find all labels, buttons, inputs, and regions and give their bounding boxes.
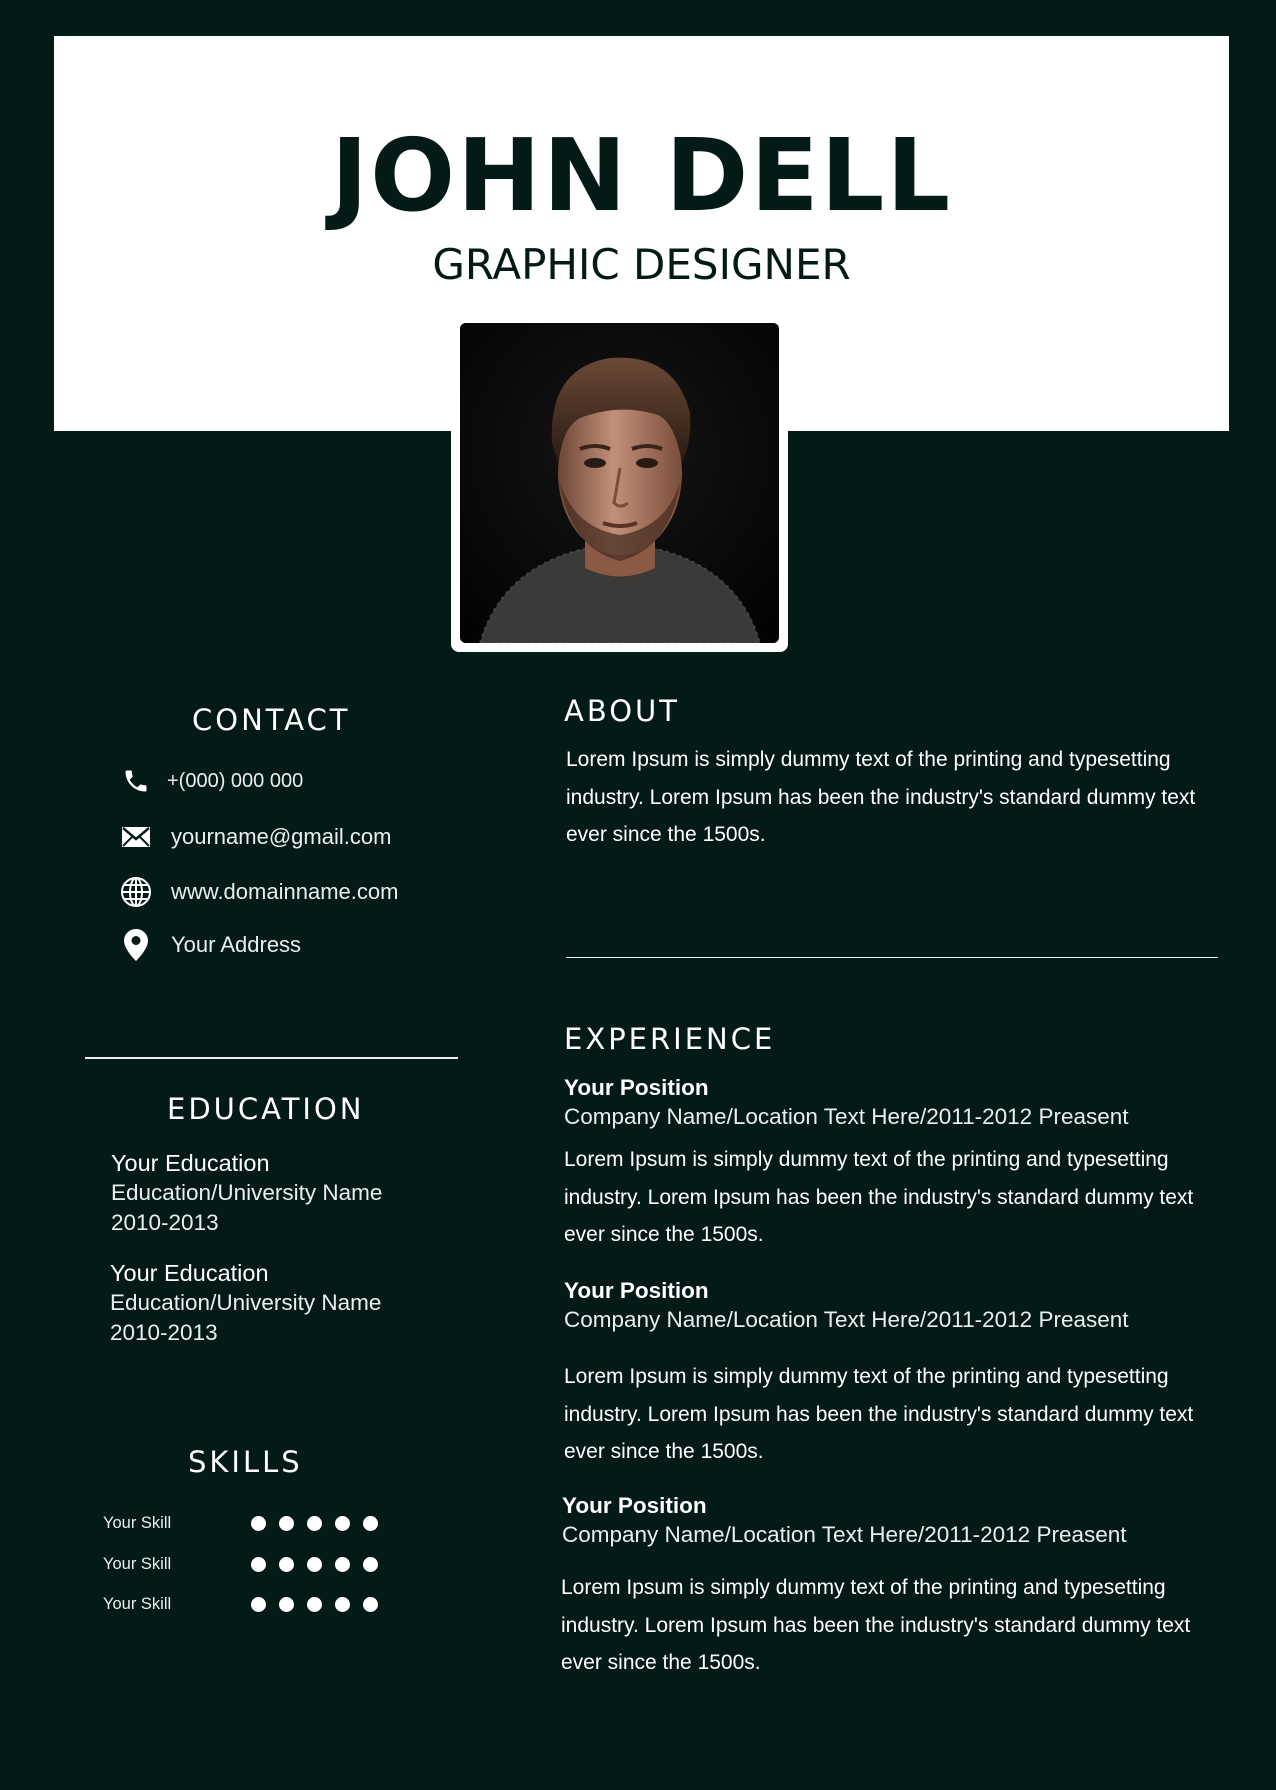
skill-rating — [251, 1516, 378, 1531]
experience-description: Lorem Ipsum is simply dummy text of the printing and typesetting industry. Lorem Ipsum has been the industry's standard dummy text ever since the 1500s. — [561, 1576, 1191, 1674]
rating-dot — [251, 1557, 266, 1572]
rating-dot — [307, 1597, 322, 1612]
skill-row — [103, 1514, 378, 1533]
contact-phone[interactable]: +(000) 000 000 — [167, 769, 304, 792]
education-school: Education/University Name — [110, 1290, 382, 1315]
resume-name: JOHN DELL — [330, 117, 953, 234]
skill-rating — [251, 1557, 378, 1572]
about-heading: ABOUT — [564, 694, 680, 728]
contact-heading: CONTACT — [192, 703, 351, 737]
education-school: Education/University Name — [111, 1180, 383, 1205]
education-years: 2010-2013 — [110, 1320, 218, 1345]
rating-dot — [363, 1516, 378, 1531]
experience-company: Company Name/Location Text Here/2011-2012 Preasent — [564, 1104, 1129, 1129]
location-pin-icon — [119, 928, 153, 962]
profile-photo-frame — [451, 321, 788, 652]
globe-icon — [119, 875, 153, 909]
experience-description: Lorem Ipsum is simply dummy text of the printing and typesetting industry. Lorem Ipsum has been the industry's standard dummy text ever since the 1500s. — [564, 1365, 1194, 1463]
contact-website-row — [119, 875, 398, 909]
contact-phone-row — [119, 764, 303, 798]
experience-description: Lorem Ipsum is simply dummy text of the printing and typesetting industry. Lorem Ipsum has been the industry's standard dummy text ever since the 1500s. — [564, 1148, 1194, 1246]
rating-dot — [335, 1597, 350, 1612]
skill-row — [103, 1595, 378, 1614]
skill-label: Your Skill — [103, 1514, 172, 1532]
skill-rating — [251, 1597, 378, 1612]
left-divider — [85, 1057, 458, 1059]
right-divider — [566, 957, 1218, 958]
skills-heading: SKILLS — [188, 1445, 303, 1479]
experience-heading: EXPERIENCE — [564, 1022, 776, 1056]
education-item — [110, 1258, 381, 1348]
about-text: Lorem Ipsum is simply dummy text of the printing and typesetting industry. Lorem Ipsum has been the industry's standard dummy text ever since the 1500s. — [566, 748, 1196, 846]
rating-dot — [251, 1516, 266, 1531]
experience-company: Company Name/Location Text Here/2011-2012 Preasent — [564, 1307, 1129, 1332]
contact-address-row — [119, 928, 301, 962]
contact-address: Your Address — [171, 932, 302, 957]
education-heading: EDUCATION — [167, 1092, 365, 1126]
profile-photo — [460, 323, 779, 643]
skill-row — [103, 1555, 378, 1574]
contact-website[interactable]: www.domainname.com — [171, 879, 399, 904]
envelope-icon — [119, 820, 153, 854]
contact-email[interactable]: yourname@gmail.com — [171, 824, 392, 849]
education-title: Your Education — [111, 1150, 270, 1176]
education-item — [111, 1148, 382, 1238]
rating-dot — [307, 1557, 322, 1572]
rating-dot — [279, 1516, 294, 1531]
skill-label: Your Skill — [103, 1595, 172, 1613]
rating-dot — [335, 1516, 350, 1531]
phone-icon — [119, 764, 153, 798]
experience-position: Your Position — [564, 1278, 709, 1303]
education-years: 2010-2013 — [111, 1210, 219, 1235]
rating-dot — [279, 1597, 294, 1612]
experience-company: Company Name/Location Text Here/2011-2012 Preasent — [562, 1522, 1127, 1547]
education-title: Your Education — [110, 1260, 269, 1286]
contact-email-row — [119, 820, 391, 854]
rating-dot — [251, 1597, 266, 1612]
experience-position: Your Position — [564, 1075, 709, 1100]
rating-dot — [363, 1597, 378, 1612]
rating-dot — [363, 1557, 378, 1572]
skill-label: Your Skill — [103, 1555, 172, 1573]
experience-position: Your Position — [562, 1493, 707, 1518]
rating-dot — [279, 1557, 294, 1572]
rating-dot — [335, 1557, 350, 1572]
rating-dot — [307, 1516, 322, 1531]
resume-job-title: GRAPHIC DESIGNER — [432, 240, 851, 289]
